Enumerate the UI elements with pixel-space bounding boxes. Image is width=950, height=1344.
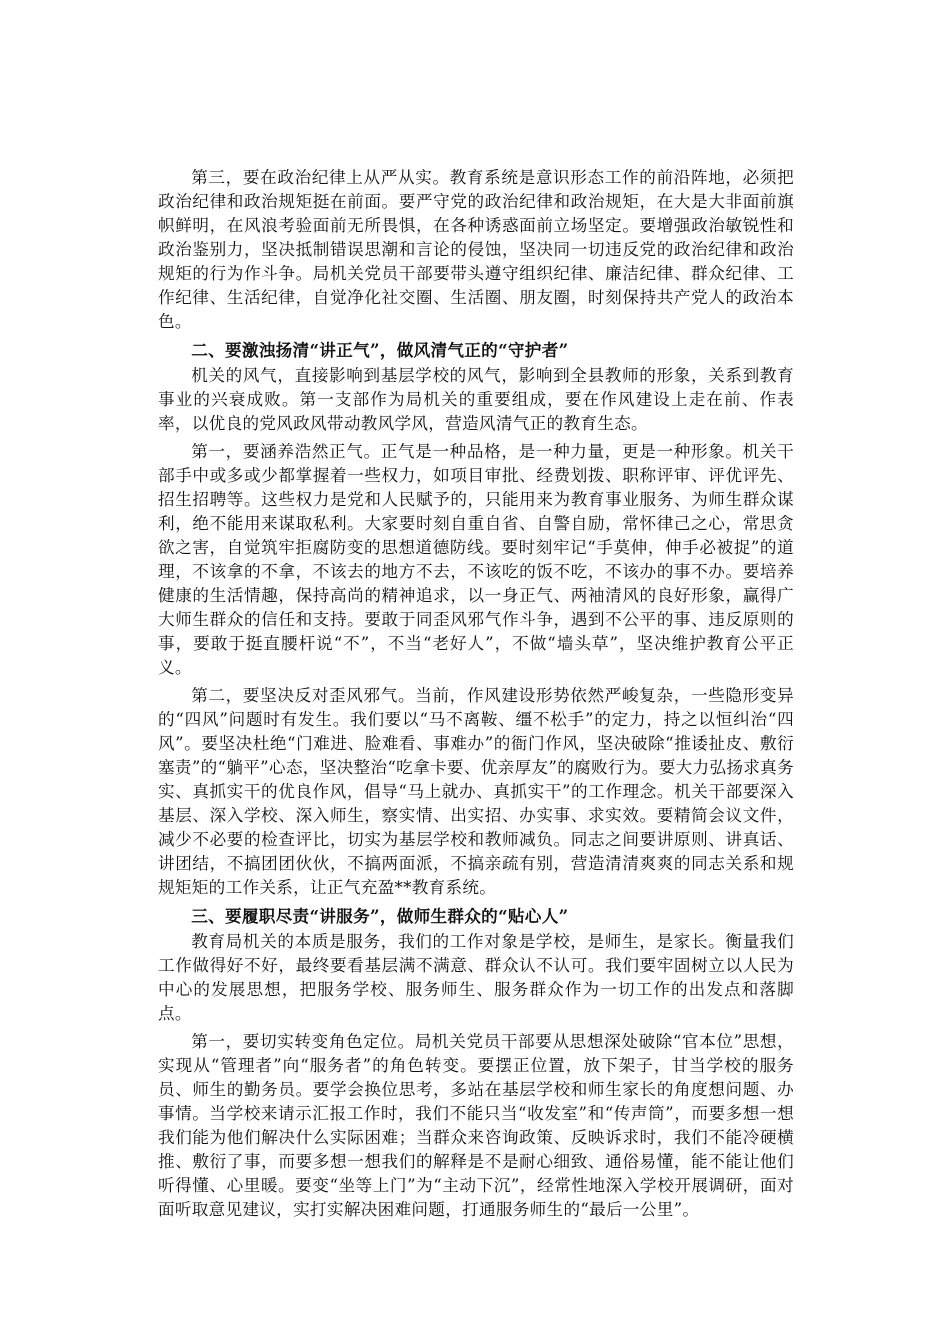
para-political-discipline: 第三，要在政治纪律上从严从实。教育系统是意识形态工作的前沿阵地，必须把政治纪律和政治规矩挺在前面。要严守党的政治纪律和政治规矩，在大是大非面前旗帜鲜明，在风浪考验面前无所畏惧，在各种诱惑面前立场坚定。要增强政治敏锐性和政治鉴别力，坚决抵制错误思潮和言论的侵蚀，坚决同一切违反党的政治纪律和政治规矩的行为作斗争。局机关党员干部要带头遵守组织纪律、廉洁纪律、群众纪律、工作纪律、生活纪律，自觉净化社交圈、生活圈、朋友圈，时刻保持共产党人的政治本色。 [158, 168, 794, 331]
heading-section-3: 三、要履职尽责“讲服务”，做师生群众的“贴心人” [191, 906, 569, 926]
para-section-2-intro: 机关的风气，直接影响到基层学校的风气，影响到全县教师的形象，关系到教育事业的兴衰成败。第一支部作为局机关的重要组成，要在作风建设上走在前、作表率，以优良的党风政风带动教风学风，营造风清气正的教育生态。 [158, 366, 794, 433]
para-role-transformation: 第一，要切实转变角色定位。局机关党员干部要从思想深处破除“官本位”思想，实现从“管理者”向“服务者”的角色转变。要摆正位置，放下架子，甘当学校的服务员、师生的勤务员。要学会换位思考，多站在基层学校和师生家长的角度想问题、办事情。当学校来请示汇报工作时，我们不能只当“收发室”和“传声筒”，而要多想一想我们能为他们解决什么实际困难；当群众来咨询政策、反映诉求时，我们不能冷硬横推、敷衍了事，而要多想一想我们的解释是不是耐心细致、通俗易懂，能不能让他们听得懂、心里暖。要变“坐等上门”为“主动下沉”，经常性地深入学校开展调研，面对面听取意见建议，实打实解决困难问题，打通服务师生的“最后一公里”。 [158, 1032, 794, 1219]
para-cultivate-integrity: 第一，要涵养浩然正气。正气是一种品格，是一种力量，更是一种形象。机关干部手中或多或少都掌握着一些权力，如项目审批、经费划拨、职称评审、评优评先、招生招聘等。这些权力是党和人民赋予的，只能用来为教育事业服务、为师生群众谋利，绝不能用来谋取私利。大家要时刻自重自省、自警自励，常怀律己之心，常思贪欲之害，自觉筑牢拒腐防变的思想道德防线。要时刻牢记“手莫伸，伸手必被捉”的道理，不该拿的不拿，不该去的地方不去，不该吃的饭不吃，不该办的事不办。要培养健康的生活情趣，保持高尚的精神追求，以一身正气、两袖清风的良好形象，赢得广大师生群众的信任和支持。要敢于同歪风邪气作斗争，遇到不公平的事、违反原则的事，要敢于挺直腰杆说“不”，不当“老好人”，不做“墙头草”，坚决维护教育公平正义。 [158, 442, 794, 677]
para-oppose-unhealthy-trends: 第二，要坚决反对歪风邪气。当前，作风建设形势依然严峻复杂，一些隐形变异的“四风”问题时有发生。我们要以“马不离鞍、缰不松手”的定力，持之以恒纠治“四风”。要坚决杜绝“门难进、脸难看、事难办”的衙门作风，坚决破除“推诿扯皮、敷衍塞责”的“躺平”心态，坚决整治“吃拿卡要、优亲厚友”的腐败行为。要大力弘扬求真务实、真抓实干的优良作风，倡导“马上就办、真抓实干”的工作理念。机关干部要深入基层、深入学校、深入师生，察实情、出实招、办实事、求实效。要精简会议文件，减少不必要的检查评比，切实为基层学校和教师减负。同志之间要讲原则、讲真话、讲团结，不搞团团伙伙，不搞两面派，不搞亲疏有别，营造清清爽爽的同志关系和规规矩矩的工作关系，让正气充盈**教育系统。 [158, 686, 794, 897]
heading-section-2: 二、要激浊扬清“讲正气”，做风清气正的“守护者” [191, 340, 569, 360]
document-page [158, 166, 794, 1226]
para-section-3-intro: 教育局机关的本质是服务，我们的工作对象是学校，是师生，是家长。衡量我们工作做得好不好，最终要看基层满不满意、群众认不认可。我们要牢固树立以人民为中心的发展思想，把服务学校、服务师生、服务群众作为一切工作的出发点和落脚点。 [158, 932, 794, 1023]
